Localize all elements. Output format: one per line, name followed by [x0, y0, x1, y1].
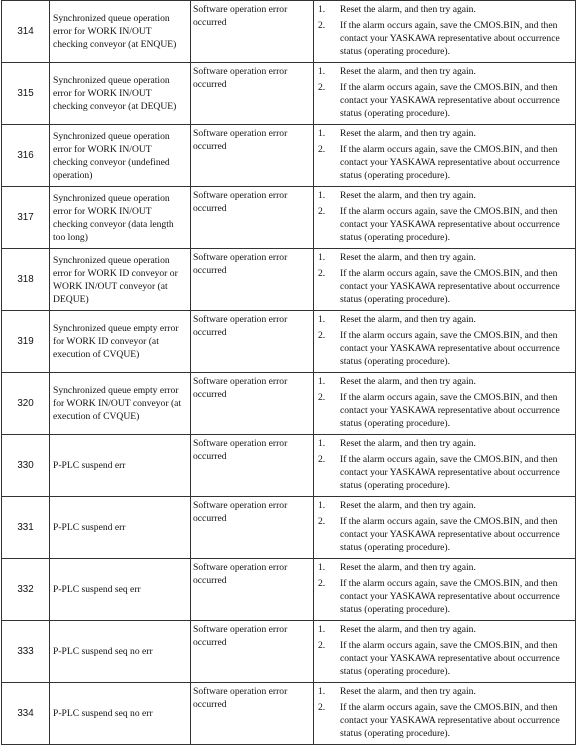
remedy-step-text: If the alarm occurs again, save the CMOS.BIN, and then contact your YASKAWA representative about occurrence status (operating procedure). [340, 268, 560, 305]
alarm-remedy [314, 621, 576, 683]
remedy-step-number: 2. [318, 20, 326, 31]
alarm-code: 318 [2, 249, 50, 311]
alarm-cause: Software operation error occurred [191, 311, 314, 373]
remedy-step-number: 2. [318, 516, 326, 527]
remedy-step-number: 1. [318, 314, 326, 325]
alarm-name-cell [50, 187, 191, 249]
alarm-name-cell [50, 683, 191, 745]
remedy-step-number: 2. [318, 454, 326, 465]
alarm-name-cell [50, 249, 191, 311]
table-row [2, 497, 576, 559]
remedy-step-text: Reset the alarm, and then try again. [340, 4, 476, 15]
remedy-step-number: 1. [318, 500, 326, 511]
remedy-step-number: 2. [318, 82, 326, 93]
alarm-remedy [314, 249, 576, 311]
alarm-remedy [314, 311, 576, 373]
remedy-step [318, 143, 572, 182]
alarm-name-cell [50, 559, 191, 621]
remedy-step-text: Reset the alarm, and then try again. [340, 190, 476, 201]
remedy-step-text: If the alarm occurs again, save the CMOS.BIN, and then contact your YASKAWA representative about occurrence status (operating procedure). [340, 330, 560, 367]
remedy-step-text: If the alarm occurs again, save the CMOS.BIN, and then contact your YASKAWA representative about occurrence status (operating procedure). [340, 206, 560, 243]
alarm-code: 334 [2, 683, 50, 745]
table-row [2, 435, 576, 497]
remedy-step-number: 1. [318, 686, 326, 697]
alarm-name-cell [50, 63, 191, 125]
alarm-code: 314 [2, 1, 50, 63]
alarm-name-cell [50, 497, 191, 559]
remedy-step [318, 251, 572, 264]
remedy-step-number: 2. [318, 702, 326, 713]
alarm-code: 333 [2, 621, 50, 683]
alarm-remedy [314, 63, 576, 125]
remedy-step-text: Reset the alarm, and then try again. [340, 438, 476, 449]
remedy-step [318, 329, 572, 368]
remedy-step [318, 701, 572, 740]
remedy-step-text: Reset the alarm, and then try again. [340, 500, 476, 511]
remedy-step-number: 2. [318, 578, 326, 589]
alarm-name-cell [50, 311, 191, 373]
remedy-step [318, 81, 572, 120]
alarm-remedy [314, 373, 576, 435]
remedy-step [318, 515, 572, 554]
alarm-name: P-PLC suspend seq no err [53, 708, 153, 719]
alarm-code: 317 [2, 187, 50, 249]
alarm-name: P-PLC suspend seq err [53, 584, 141, 595]
remedy-step-number: 2. [318, 206, 326, 217]
alarm-code: 316 [2, 125, 50, 187]
table-row [2, 683, 576, 745]
alarm-cause: Software operation error occurred [191, 1, 314, 63]
remedy-step-text: If the alarm occurs again, save the CMOS.BIN, and then contact your YASKAWA representative about occurrence status (operating procedure). [340, 20, 560, 57]
alarm-code: 332 [2, 559, 50, 621]
alarm-name: Synchronized queue operation error for WORK ID conveyor or WORK IN/OUT conveyor (at DEQUE) [53, 254, 178, 305]
remedy-step-text: Reset the alarm, and then try again. [340, 686, 476, 697]
alarm-name: Synchronized queue operation error for WORK IN/OUT checking conveyor (data length too long) [53, 192, 174, 243]
remedy-step [318, 561, 572, 574]
table-row [2, 1, 576, 63]
alarm-code: 315 [2, 63, 50, 125]
remedy-step [318, 639, 572, 678]
remedy-step-text: Reset the alarm, and then try again. [340, 66, 476, 77]
alarm-cause: Software operation error occurred [191, 435, 314, 497]
alarm-name-cell [50, 1, 191, 63]
remedy-step-text: Reset the alarm, and then try again. [340, 128, 476, 139]
alarm-cause: Software operation error occurred [191, 125, 314, 187]
remedy-step-text: Reset the alarm, and then try again. [340, 314, 476, 325]
alarm-remedy [314, 497, 576, 559]
alarm-cause: Software operation error occurred [191, 559, 314, 621]
alarm-name: Synchronized queue empty error for WORK ID conveyor (at execution of CVQUE) [53, 323, 179, 360]
alarm-name-cell [50, 125, 191, 187]
remedy-step [318, 577, 572, 616]
table-row [2, 373, 576, 435]
remedy-step-number: 1. [318, 128, 326, 139]
remedy-step [318, 19, 572, 58]
alarm-cause: Software operation error occurred [191, 497, 314, 559]
remedy-step [318, 453, 572, 492]
remedy-step-text: If the alarm occurs again, save the CMOS.BIN, and then contact your YASKAWA representative about occurrence status (operating procedure). [340, 702, 560, 739]
alarm-cause: Software operation error occurred [191, 249, 314, 311]
table-row [2, 249, 576, 311]
remedy-step-text: If the alarm occurs again, save the CMOS.BIN, and then contact your YASKAWA representative about occurrence status (operating procedure). [340, 516, 560, 553]
alarm-remedy [314, 125, 576, 187]
remedy-step-text: Reset the alarm, and then try again. [340, 624, 476, 635]
alarm-code: 319 [2, 311, 50, 373]
alarm-name-cell [50, 435, 191, 497]
remedy-step-number: 1. [318, 562, 326, 573]
alarm-name: P-PLC suspend err [53, 522, 126, 533]
remedy-step-text: If the alarm occurs again, save the CMOS.BIN, and then contact your YASKAWA representative about occurrence status (operating procedure). [340, 640, 560, 677]
remedy-step-number: 2. [318, 144, 326, 155]
alarm-cause: Software operation error occurred [191, 683, 314, 745]
remedy-step [318, 375, 572, 388]
remedy-step-text: Reset the alarm, and then try again. [340, 562, 476, 573]
remedy-step-text: Reset the alarm, and then try again. [340, 252, 476, 263]
alarm-remedy [314, 435, 576, 497]
remedy-step-number: 2. [318, 330, 326, 341]
remedy-step [318, 499, 572, 512]
remedy-step [318, 65, 572, 78]
alarm-code: 320 [2, 373, 50, 435]
remedy-step [318, 313, 572, 326]
alarm-cause: Software operation error occurred [191, 373, 314, 435]
alarm-cause: Software operation error occurred [191, 187, 314, 249]
remedy-step-text: Reset the alarm, and then try again. [340, 376, 476, 387]
remedy-step [318, 623, 572, 636]
alarm-name: Synchronized queue empty error for WORK IN/OUT conveyor (at execution of CVQUE) [53, 385, 182, 422]
remedy-step-number: 1. [318, 376, 326, 387]
remedy-step-text: If the alarm occurs again, save the CMOS.BIN, and then contact your YASKAWA representative about occurrence status (operating procedure). [340, 82, 560, 119]
table-row [2, 125, 576, 187]
alarm-code: 331 [2, 497, 50, 559]
alarm-name: P-PLC suspend seq no err [53, 646, 153, 657]
remedy-step [318, 391, 572, 430]
remedy-step-text: If the alarm occurs again, save the CMOS.BIN, and then contact your YASKAWA representative about occurrence status (operating procedure). [340, 578, 560, 615]
alarm-remedy [314, 1, 576, 63]
remedy-step-number: 1. [318, 252, 326, 263]
alarm-remedy [314, 683, 576, 745]
alarm-table [1, 0, 576, 745]
alarm-name-cell [50, 373, 191, 435]
remedy-step-number: 2. [318, 392, 326, 403]
alarm-name: P-PLC suspend err [53, 460, 126, 471]
table-row [2, 187, 576, 249]
remedy-step-number: 1. [318, 190, 326, 201]
remedy-step [318, 127, 572, 140]
remedy-step [318, 267, 572, 306]
table-row [2, 63, 576, 125]
alarm-name: Synchronized queue operation error for WORK IN/OUT checking conveyor (at ENQUE) [53, 13, 177, 50]
remedy-step-number: 1. [318, 624, 326, 635]
remedy-step [318, 685, 572, 698]
remedy-step-number: 1. [318, 66, 326, 77]
table-row [2, 621, 576, 683]
remedy-step-text: If the alarm occurs again, save the CMOS.BIN, and then contact your YASKAWA representative about occurrence status (operating procedure). [340, 392, 560, 429]
remedy-step [318, 189, 572, 202]
remedy-step [318, 205, 572, 244]
remedy-step-text: If the alarm occurs again, save the CMOS.BIN, and then contact your YASKAWA representative about occurrence status (operating procedure). [340, 454, 560, 491]
alarm-name: Synchronized queue operation error for WORK IN/OUT checking conveyor (at DEQUE) [53, 75, 177, 112]
remedy-step-number: 1. [318, 4, 326, 15]
remedy-step [318, 437, 572, 450]
alarm-remedy [314, 559, 576, 621]
remedy-step-text: If the alarm occurs again, save the CMOS.BIN, and then contact your YASKAWA representative about occurrence status (operating procedure). [340, 144, 560, 181]
alarm-cause: Software operation error occurred [191, 621, 314, 683]
alarm-name: Synchronized queue operation error for WORK IN/OUT checking conveyor (undefined operation) [53, 130, 170, 181]
table-row [2, 311, 576, 373]
alarm-name-cell [50, 621, 191, 683]
remedy-step [318, 3, 572, 16]
remedy-step-number: 2. [318, 268, 326, 279]
alarm-code: 330 [2, 435, 50, 497]
table-row [2, 559, 576, 621]
remedy-step-number: 2. [318, 640, 326, 651]
alarm-cause: Software operation error occurred [191, 63, 314, 125]
alarm-remedy [314, 187, 576, 249]
alarm-table-body [2, 1, 576, 745]
remedy-step-number: 1. [318, 438, 326, 449]
